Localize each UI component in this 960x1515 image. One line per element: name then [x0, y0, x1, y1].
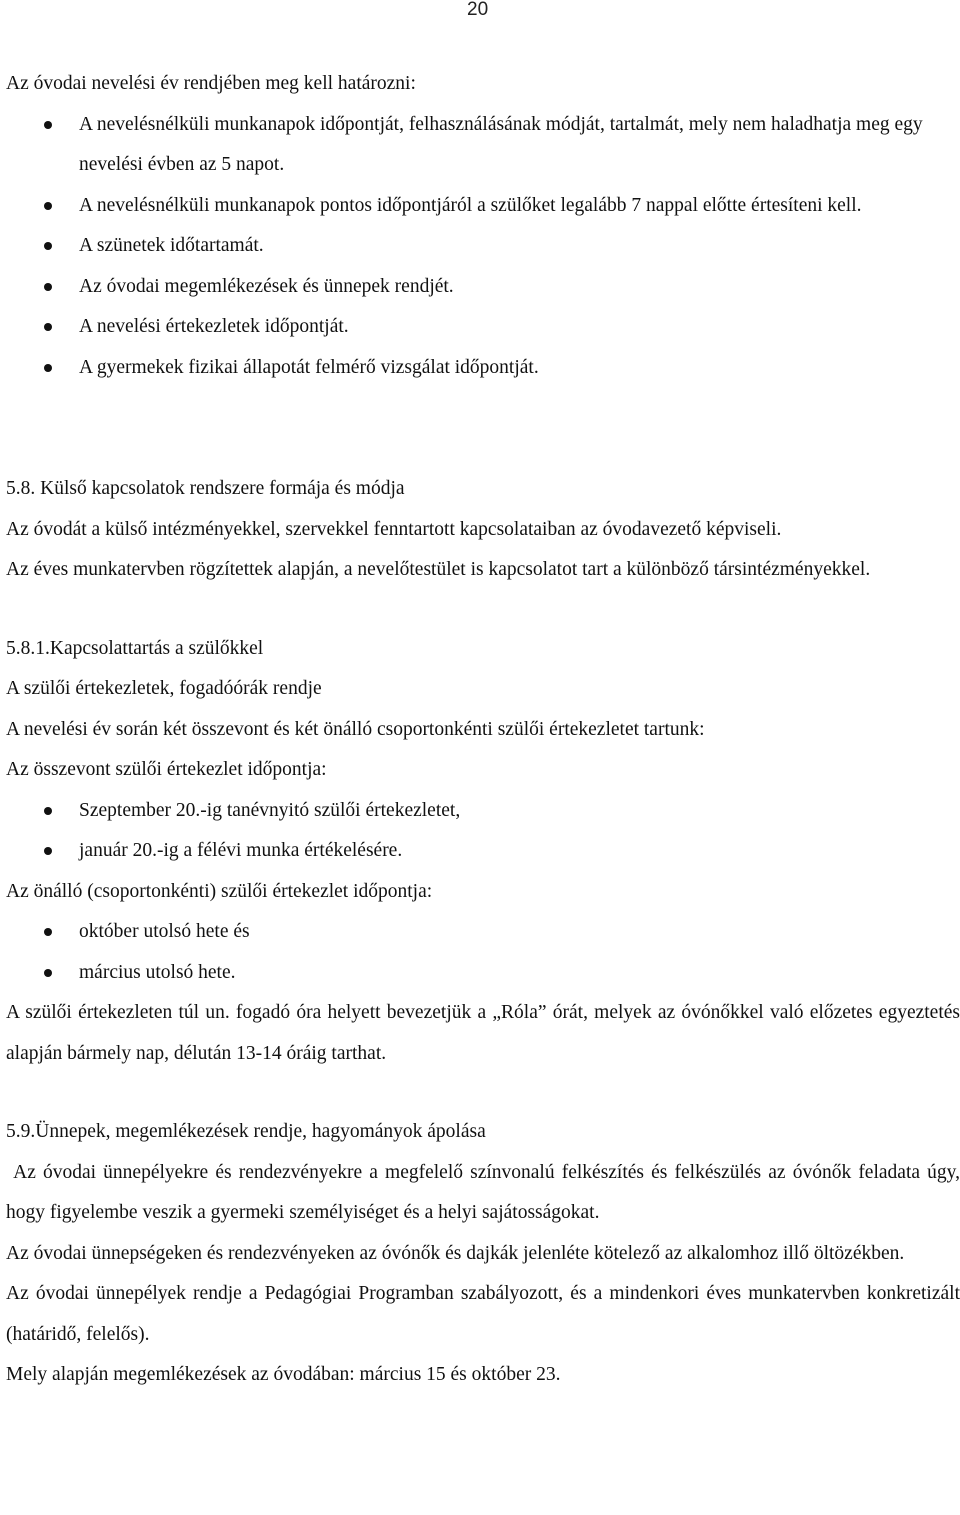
section-5-8-1-subheading: A szülői értekezletek, fogadóórák rendje [6, 678, 322, 699]
section-5-8-paragraph: Az óvodát a külső intézményekkel, szervekkel fenntartott kapcsolataiban az óvodavezető képviseli. [6, 518, 782, 540]
section-5-8-1-heading: 5.8.1.Kapcsolattartás a szülőkkel [6, 637, 264, 659]
document-body [6, 64, 960, 1396]
section-5-9-heading: 5.9.Ünnepek, megemlékezések rendje, hagyományok ápolása [6, 1121, 486, 1142]
section-5-8-1-paragraph: A szülői értekezleten túl un. fogadó óra helyett bevezetjük a „Róla” órát, melyek az óvónőkkel való előzetes egyeztetés alapján bármely nap, délután 13-14 óráig tarthat. [6, 1002, 960, 1064]
section-5-8-1-paragraph: A nevelési év során két összevont és két önálló csoportonkénti szülői értekezletet tartunk: [6, 718, 705, 740]
bullet-icon [44, 323, 52, 331]
list-item: március utolsó hete. [6, 953, 960, 994]
section-5-8-heading: 5.8. Külső kapcsolatok rendszere formája és módja [6, 478, 405, 499]
intro-list [6, 105, 960, 389]
section-5-9-paragraph: Az óvodai ünnepségeken és rendezvényeken az óvónők és dajkák jelenléte kötelező az alkalomhoz illő öltözékben. [6, 1242, 905, 1264]
list-item: A szünetek időtartamát. [6, 226, 960, 267]
section-5-8-1-paragraph: Az összevont szülői értekezlet időpontja: [6, 759, 327, 780]
list-item: január 20.-ig a félévi munka értékelésére. [6, 831, 960, 872]
bullet-icon [44, 807, 52, 815]
list-item: A nevelési értekezletek időpontját. [6, 307, 960, 348]
list-item: A nevelésnélküli munkanapok pontos időpontjáról a szülőket legalább 7 nappal előtte értesíteni kell. [6, 186, 960, 227]
section-5-9-paragraph: Mely alapján megemlékezések az óvodában: március 15 és október 23. [6, 1364, 561, 1385]
bullet-icon [44, 364, 52, 372]
list-item: A gyermekek fizikai állapotát felmérő vizsgálat időpontját. [6, 348, 960, 389]
section-5-8-paragraph: Az éves munkatervben rögzítettek alapján, a nevelőtestület is kapcsolatot tart a különböző társintézményekkel. [6, 559, 871, 580]
group-meeting-list [6, 912, 960, 993]
combined-meeting-list [6, 791, 960, 872]
bullet-icon [44, 928, 52, 936]
bullet-icon [44, 242, 52, 250]
section-5-8-1-paragraph: Az önálló (csoportonkénti) szülői értekezlet időpontja: [6, 880, 433, 902]
intro-heading: Az óvodai nevelési év rendjében meg kell határozni: [6, 73, 416, 94]
page-number: 20 [467, 0, 489, 20]
list-item: Szeptember 20.-ig tanévnyitó szülői értekezletet, [6, 791, 960, 832]
section-5-9-paragraph: Az óvodai ünnepélyek rendje a Pedagógiai Programban szabályozott, és a mindenkori éves munkatervben konkretizált (határidő, felelős). [6, 1283, 960, 1345]
list-item: A nevelésnélküli munkanapok időpontját, felhasználásának módját, tartalmát, mely nem haladhatja meg egy nevelési évben az 5 napot. [6, 105, 960, 186]
section-5-9-paragraph: Az óvodai ünnepélyekre és rendezvényekre a megfelelő színvonalú felkészítés és felkészülés az óvónők feladata úgy, hogy figyelembe veszik a gyermeki személyiséget és a helyi sajátosságokat. [6, 1161, 960, 1223]
bullet-icon [44, 847, 52, 855]
list-item: október utolsó hete és [6, 912, 960, 953]
bullet-icon [44, 969, 52, 977]
list-item: Az óvodai megemlékezések és ünnepek rendjét. [6, 267, 960, 308]
bullet-icon [44, 202, 52, 210]
bullet-icon [44, 121, 52, 129]
bullet-icon [44, 283, 52, 291]
